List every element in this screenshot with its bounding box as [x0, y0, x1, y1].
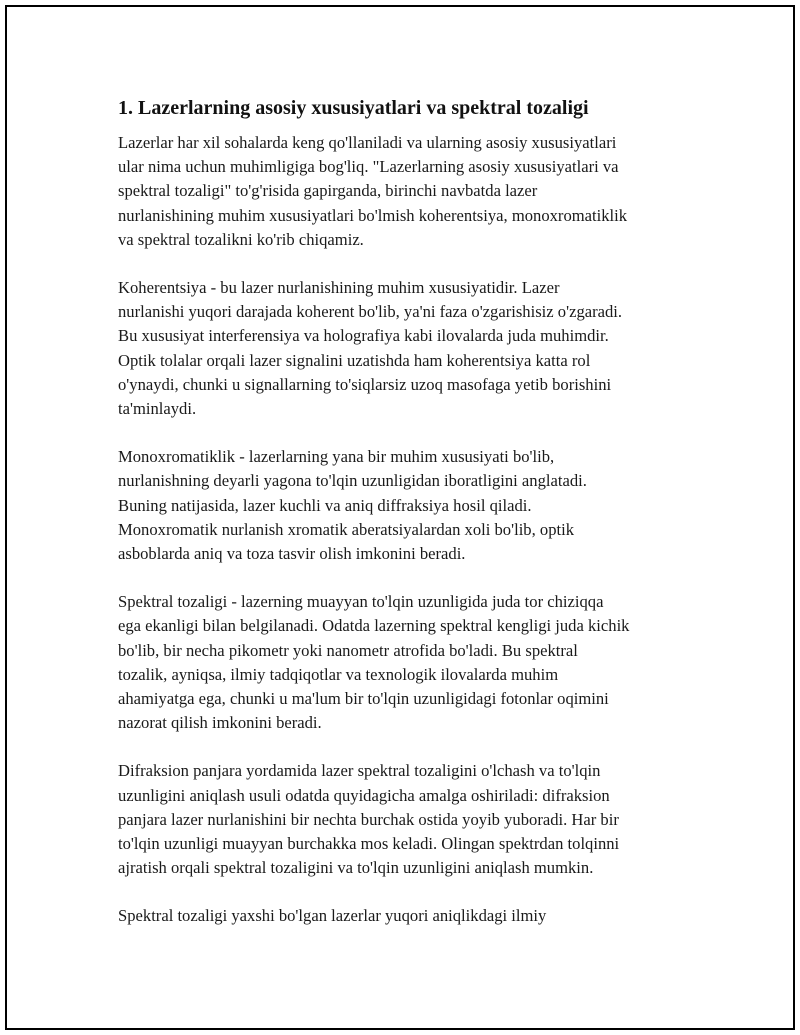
text-line: ta'minlaydi. [118, 399, 197, 419]
text-line: Monoxromatik nurlanish xromatik aberatsiyalardan xoli bo'lib, optik [118, 519, 575, 539]
text-line: Optik tolalar orqali lazer signalini uzatishda ham koherentsiya katta rol [118, 350, 591, 370]
text-line: Monoxromatiklik - lazerlarning yana bir muhim xususiyati bo'lib, [118, 447, 555, 467]
text-line: Spektral tozaligi - lazerning muayyan to'lqin uzunligida juda tor chiziqqa [118, 592, 604, 612]
text-line: ega ekanligi bilan belgilanadi. Odatda lazerning spektral kengligi juda kichik [118, 616, 630, 636]
section-heading: 1. Lazerlarning asosiy xususiyatlari va spektral tozaligi [118, 97, 589, 119]
text-line: Buning natijasida, lazer kuchli va aniq diffraksiya hosil qiladi. [118, 495, 532, 515]
text-line: Difraksion panjara yordamida lazer spektral tozaligini o'lchash va to'lqin [118, 761, 601, 781]
paragraph-closing [118, 904, 698, 928]
paragraph-monochromaticity [118, 445, 698, 566]
text-line: nurlanishning deyarli yagona to'lqin uzunligidan iboratligini anglatadi. [118, 471, 587, 491]
text-line: Koherentsiya - bu lazer nurlanishining muhim xususiyatidir. Lazer [118, 278, 560, 298]
text-line: ajratish orqali spektral tozaligini va to'lqin uzunligini aniqlash mumkin. [118, 858, 594, 878]
paragraph-diffraction-grating [118, 759, 698, 880]
text-line: tozalik, ayniqsa, ilmiy tadqiqotlar va texnologik ilovalarda muhim [118, 664, 559, 684]
text-line: nurlanishi yuqori darajada koherent bo'lib, ya'ni faza o'zgarishisiz o'zgaradi. [118, 302, 623, 322]
text-line: ahamiyatga ega, chunki u ma'lum bir to'lqin uzunligidagi fotonlar oqimini [118, 689, 609, 709]
text-line: Lazerlar har xil sohalarda keng qo'llaniladi va ularning asosiy xususiyatlari [118, 133, 617, 152]
text-line: to'lqin uzunligi muayyan burchakka mos keladi. Olingan spektrdan tolqinni [118, 834, 620, 854]
text-line: o'ynaydi, chunki u signallarning to'siqlarsiz uzoq masofaga yetib borishini [118, 374, 612, 394]
text-line: panjara lazer nurlanishini bir nechta burchak ostida yoyib yuboradi. Har bir [118, 809, 619, 829]
document-body [118, 96, 698, 953]
text-line: asboblarda aniq va toza tasvir olish imkonini beradi. [118, 544, 466, 564]
text-line: Bu xususiyat interferensiya va holografiya kabi ilovalarda juda muhimdir. [118, 326, 609, 346]
paragraph-coherence [118, 276, 698, 421]
text-line: spektral tozaligi" to'g'risida gapirganda, birinchi navbatda lazer [118, 181, 538, 201]
text-line: bo'lib, bir necha pikometr yoki nanometr atrofida bo'ladi. Bu spektral [118, 640, 578, 660]
text-line: uzunligini aniqlash usuli odatda quyidagicha amalga oshiriladi: difraksion [118, 785, 610, 805]
text-line: ular nima uchun muhimligiga bog'liq. "Lazerlarning asosiy xususiyatlari va [118, 157, 619, 177]
text-line: va spektral tozalikni ko'rib chiqamiz. [118, 229, 364, 249]
text-line: nurlanishining muhim xususiyatlari bo'lmish koherentsiya, monoxromatiklik [118, 205, 628, 225]
text-line: nazorat qilish imkonini beradi. [118, 713, 322, 733]
paragraph-intro [118, 131, 698, 252]
text-line: Spektral tozaligi yaxshi bo'lgan lazerlar yuqori aniqlikdagi ilmiy [118, 906, 547, 926]
paragraph-spectral-purity [118, 590, 698, 735]
